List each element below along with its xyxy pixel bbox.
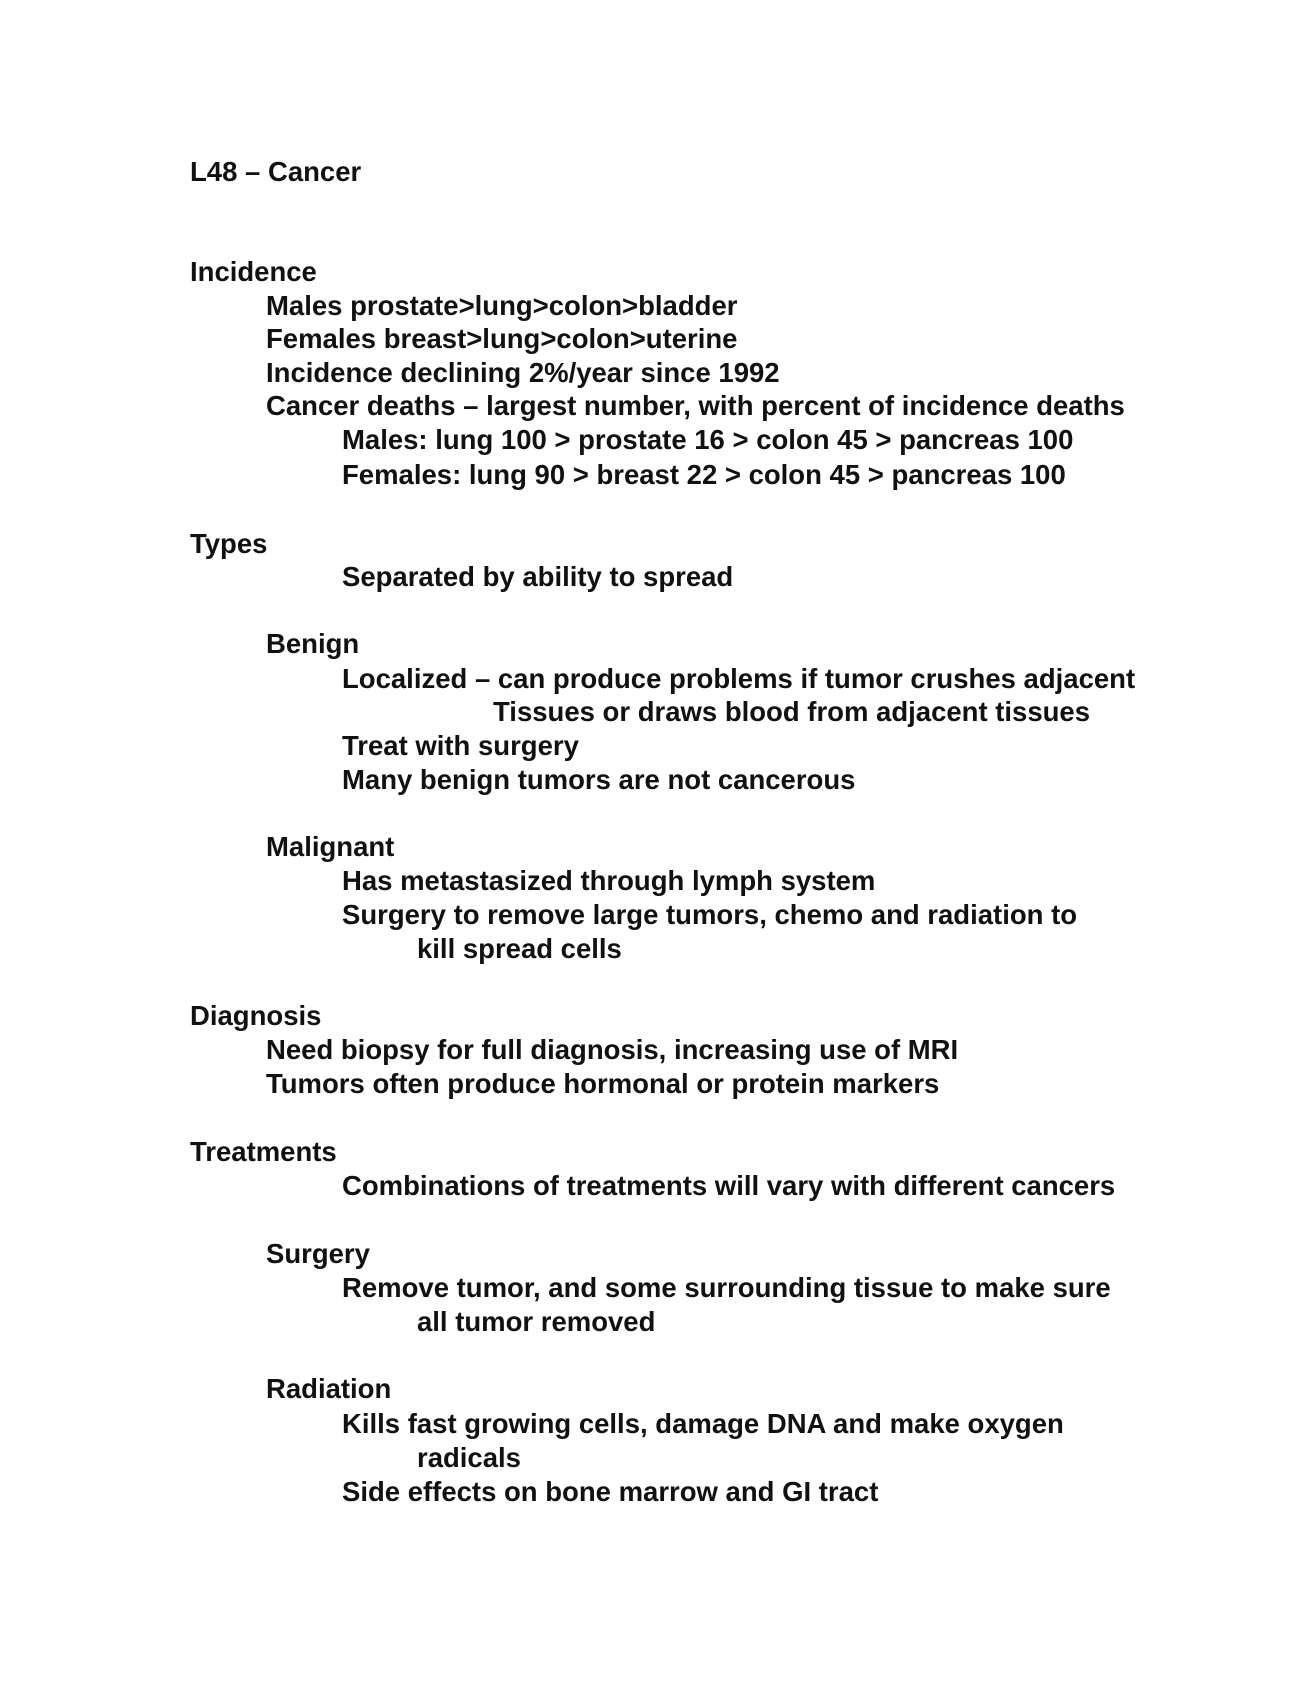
malignant-surgery-line-1: Surgery to remove large tumors, chemo and radiation to xyxy=(342,899,1078,930)
radiation-side-effects: Side effects on bone marrow and GI tract xyxy=(342,1476,879,1507)
document-title: L48 – Cancer xyxy=(190,156,362,187)
radiation-line-1: Kills fast growing cells, damage DNA and make oxygen xyxy=(342,1408,1064,1439)
surgery-line-2: all tumor removed xyxy=(417,1306,656,1337)
radiation-heading: Radiation xyxy=(266,1373,392,1404)
malignant-heading: Malignant xyxy=(266,831,395,862)
diagnosis-biopsy: Need biopsy for full diagnosis, increasing use of MRI xyxy=(266,1034,959,1065)
diagnosis-heading: Diagnosis xyxy=(190,1000,322,1031)
benign-treat: Treat with surgery xyxy=(342,730,579,761)
types-heading: Types xyxy=(190,528,268,559)
malignant-metastasized: Has metastasized through lymph system xyxy=(342,865,876,896)
incidence-declining: Incidence declining 2%/year since 1992 xyxy=(266,357,780,388)
incidence-females: Females breast>lung>colon>uterine xyxy=(266,323,738,354)
benign-heading: Benign xyxy=(266,628,360,659)
types-intro: Separated by ability to spread xyxy=(342,561,734,592)
surgery-heading: Surgery xyxy=(266,1238,370,1269)
diagnosis-markers: Tumors often produce hormonal or protein markers xyxy=(266,1068,940,1099)
radiation-line-2: radicals xyxy=(417,1442,521,1473)
benign-not-cancerous: Many benign tumors are not cancerous xyxy=(342,764,856,795)
treatments-intro: Combinations of treatments will vary with different cancers xyxy=(342,1170,1116,1201)
incidence-males: Males prostate>lung>colon>bladder xyxy=(266,290,738,321)
incidence-deaths: Cancer deaths – largest number, with percent of incidence deaths xyxy=(266,390,1125,421)
incidence-deaths-males: Males: lung 100 > prostate 16 > colon 45 > pancreas 100 xyxy=(342,424,1074,455)
malignant-surgery-line-2: kill spread cells xyxy=(417,933,622,964)
incidence-deaths-females: Females: lung 90 > breast 22 > colon 45 > pancreas 100 xyxy=(342,459,1066,490)
treatments-heading: Treatments xyxy=(190,1136,337,1167)
benign-localized-line-1: Localized – can produce problems if tumor crushes adjacent xyxy=(342,663,1136,694)
benign-localized-line-2: Tissues or draws blood from adjacent tissues xyxy=(493,696,1091,727)
incidence-heading: Incidence xyxy=(190,256,317,287)
surgery-line-1: Remove tumor, and some surrounding tissue to make sure xyxy=(342,1272,1111,1303)
